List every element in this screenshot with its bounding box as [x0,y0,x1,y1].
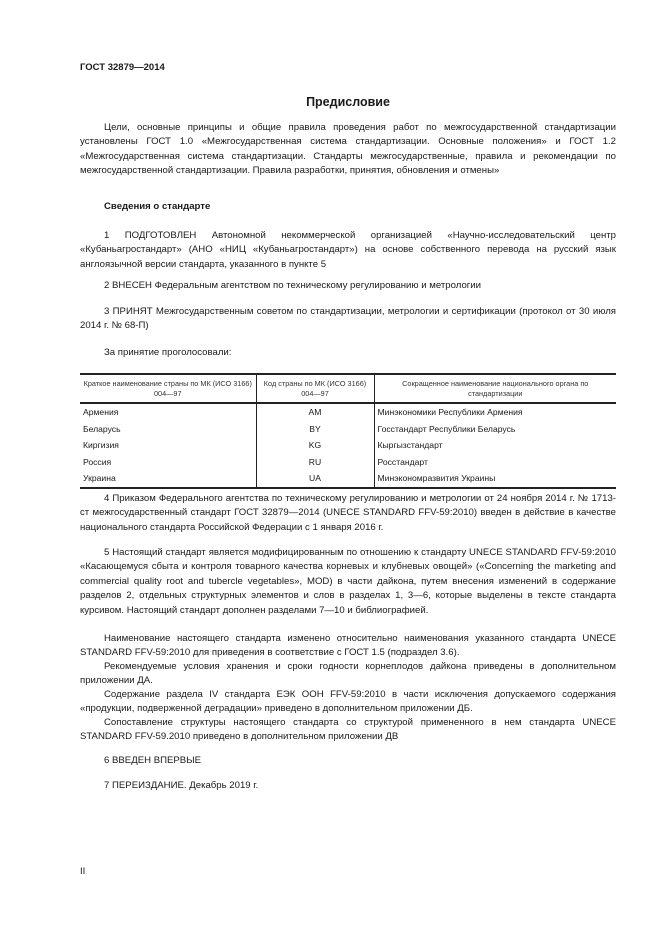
item-1-paragraph: 1 ПОДГОТОВЛЕН Автономной некоммерческой организацией «Научно-исследовательский центр «Кубаньагростандарт» (АНО «НИЦ «Кубаньагростандарт») на основе собственного перевода на русский язык англоязычной версии стандарта, указанного в пункте 5 [80,230,616,270]
table-row [80,470,616,488]
voting-table [80,373,616,489]
table-header-row [80,374,616,403]
country-cell: Беларусь [80,421,256,438]
body-cell: Минэкономики Республики Армения [374,403,616,421]
page-number: II [80,866,86,877]
table-row [80,437,616,454]
item-5-storage-note: Рекомендуемые условия хранения и сроки годности корнеплодов дайкона приведены в дополнительном приложении ДА. [80,661,616,687]
table-row [80,454,616,471]
document-code: ГОСТ 32879—2014 [80,62,165,73]
header-body: Сокращенное наименование национального органа по стандартизации [374,374,616,403]
code-cell: KG [256,437,374,454]
code-cell: RU [256,454,374,471]
section-heading: Сведения о стандарте [104,201,211,212]
item-5-section-iv-note: Содержание раздела IV стандарта ЕЭК ООН FFV-59:2010 в части исключения допускаемого содержания «продукции, подверженной деградации» приведено в дополнительном приложении ДБ. [80,689,616,715]
item-2-paragraph: 2 ВНЕСЕН Федеральным агентством по техническому регулированию и метрологии [104,280,482,291]
header-country: Краткое наименование страны по МК (ИСО 3166) 004—97 [80,374,256,403]
voted-label: За принятие проголосовали: [104,347,232,358]
table-row [80,421,616,438]
item-4-paragraph: 4 Приказом Федерального агентства по техническому регулированию и метрологии от 24 ноября 2014 г. № 1713-ст межгосударственный стандарт ГОСТ 32879—2014 (UNECE STANDARD FFV-59:2010) введен в действие в качестве национального стандарта Российской Федерации с 1 января 2016 г. [80,493,616,533]
body-cell: Кыргызстандарт [374,437,616,454]
code-cell: AM [256,403,374,421]
item-6-paragraph: 6 ВВЕДЕН ВПЕРВЫЕ [104,755,202,766]
item-3-paragraph: 3 ПРИНЯТ Межгосударственным советом по стандартизации, метрологии и сертификации (протокол от 30 июля 2014 г. № 68-П) [80,306,616,332]
item-7-paragraph: 7 ПЕРЕИЗДАНИЕ. Декабрь 2019 г. [104,780,259,791]
body-cell: Госстандарт Республики Беларусь [374,421,616,438]
country-cell: Армения [80,403,256,421]
country-cell: Россия [80,454,256,471]
country-cell: Киргизия [80,437,256,454]
code-cell: UA [256,470,374,488]
item-5-name-change: Наименование настоящего стандарта изменено относительно наименования указанного стандарта UNECE STANDARD FFV-59:2010 для приведения в соответствие с ГОСТ 1.5 (подраздел 3.6). [80,633,616,659]
intro-paragraph: Цели, основные принципы и общие правила проведения работ по межгосударственной стандартизации установлены ГОСТ 1.0 «Межгосударственная система стандартизации. Основные положения» и ГОСТ 1.2 «Межгосударственная система стандартизации. Стандарты межгосударственные, правила и рекомендации по межгосударственной стандартизации. Правила разработки, принятия, обновления и отмены» [80,122,616,177]
country-cell: Украина [80,470,256,488]
header-code: Код страны по МК (ИСО 3166) 004—97 [256,374,374,403]
page-title: Предисловие [306,95,390,109]
body-cell: Росстандарт [374,454,616,471]
item-5-structure-note: Сопоставление структуры настоящего стандарта со структурой примененного в нем стандарта UNECE STANDARD FFV-59.2010 приведено в дополнительном приложении ДВ [80,717,616,743]
item-5-paragraph: 5 Настоящий стандарт является модифицированным по отношению к стандарту UNECE STANDARD FFV-59:2010 «Касающемуся сбыта и контроля товарного качества корневых и клубневых овощей» («Concerning the marketing and commercial quality root and tubercle vegetables», MOD) в части дайкона, путем внесения изменений в содержание разделов 2, отдельных структурных элементов и слов в разделах 1, 3—6, которые выделены в тексте стандарта курсивом. Настоящий стандарт дополнен разделами 7—10 и библиографией. [80,547,616,616]
code-cell: BY [256,421,374,438]
body-cell: Минэкономразвития Украины [374,470,616,488]
table-row [80,403,616,421]
